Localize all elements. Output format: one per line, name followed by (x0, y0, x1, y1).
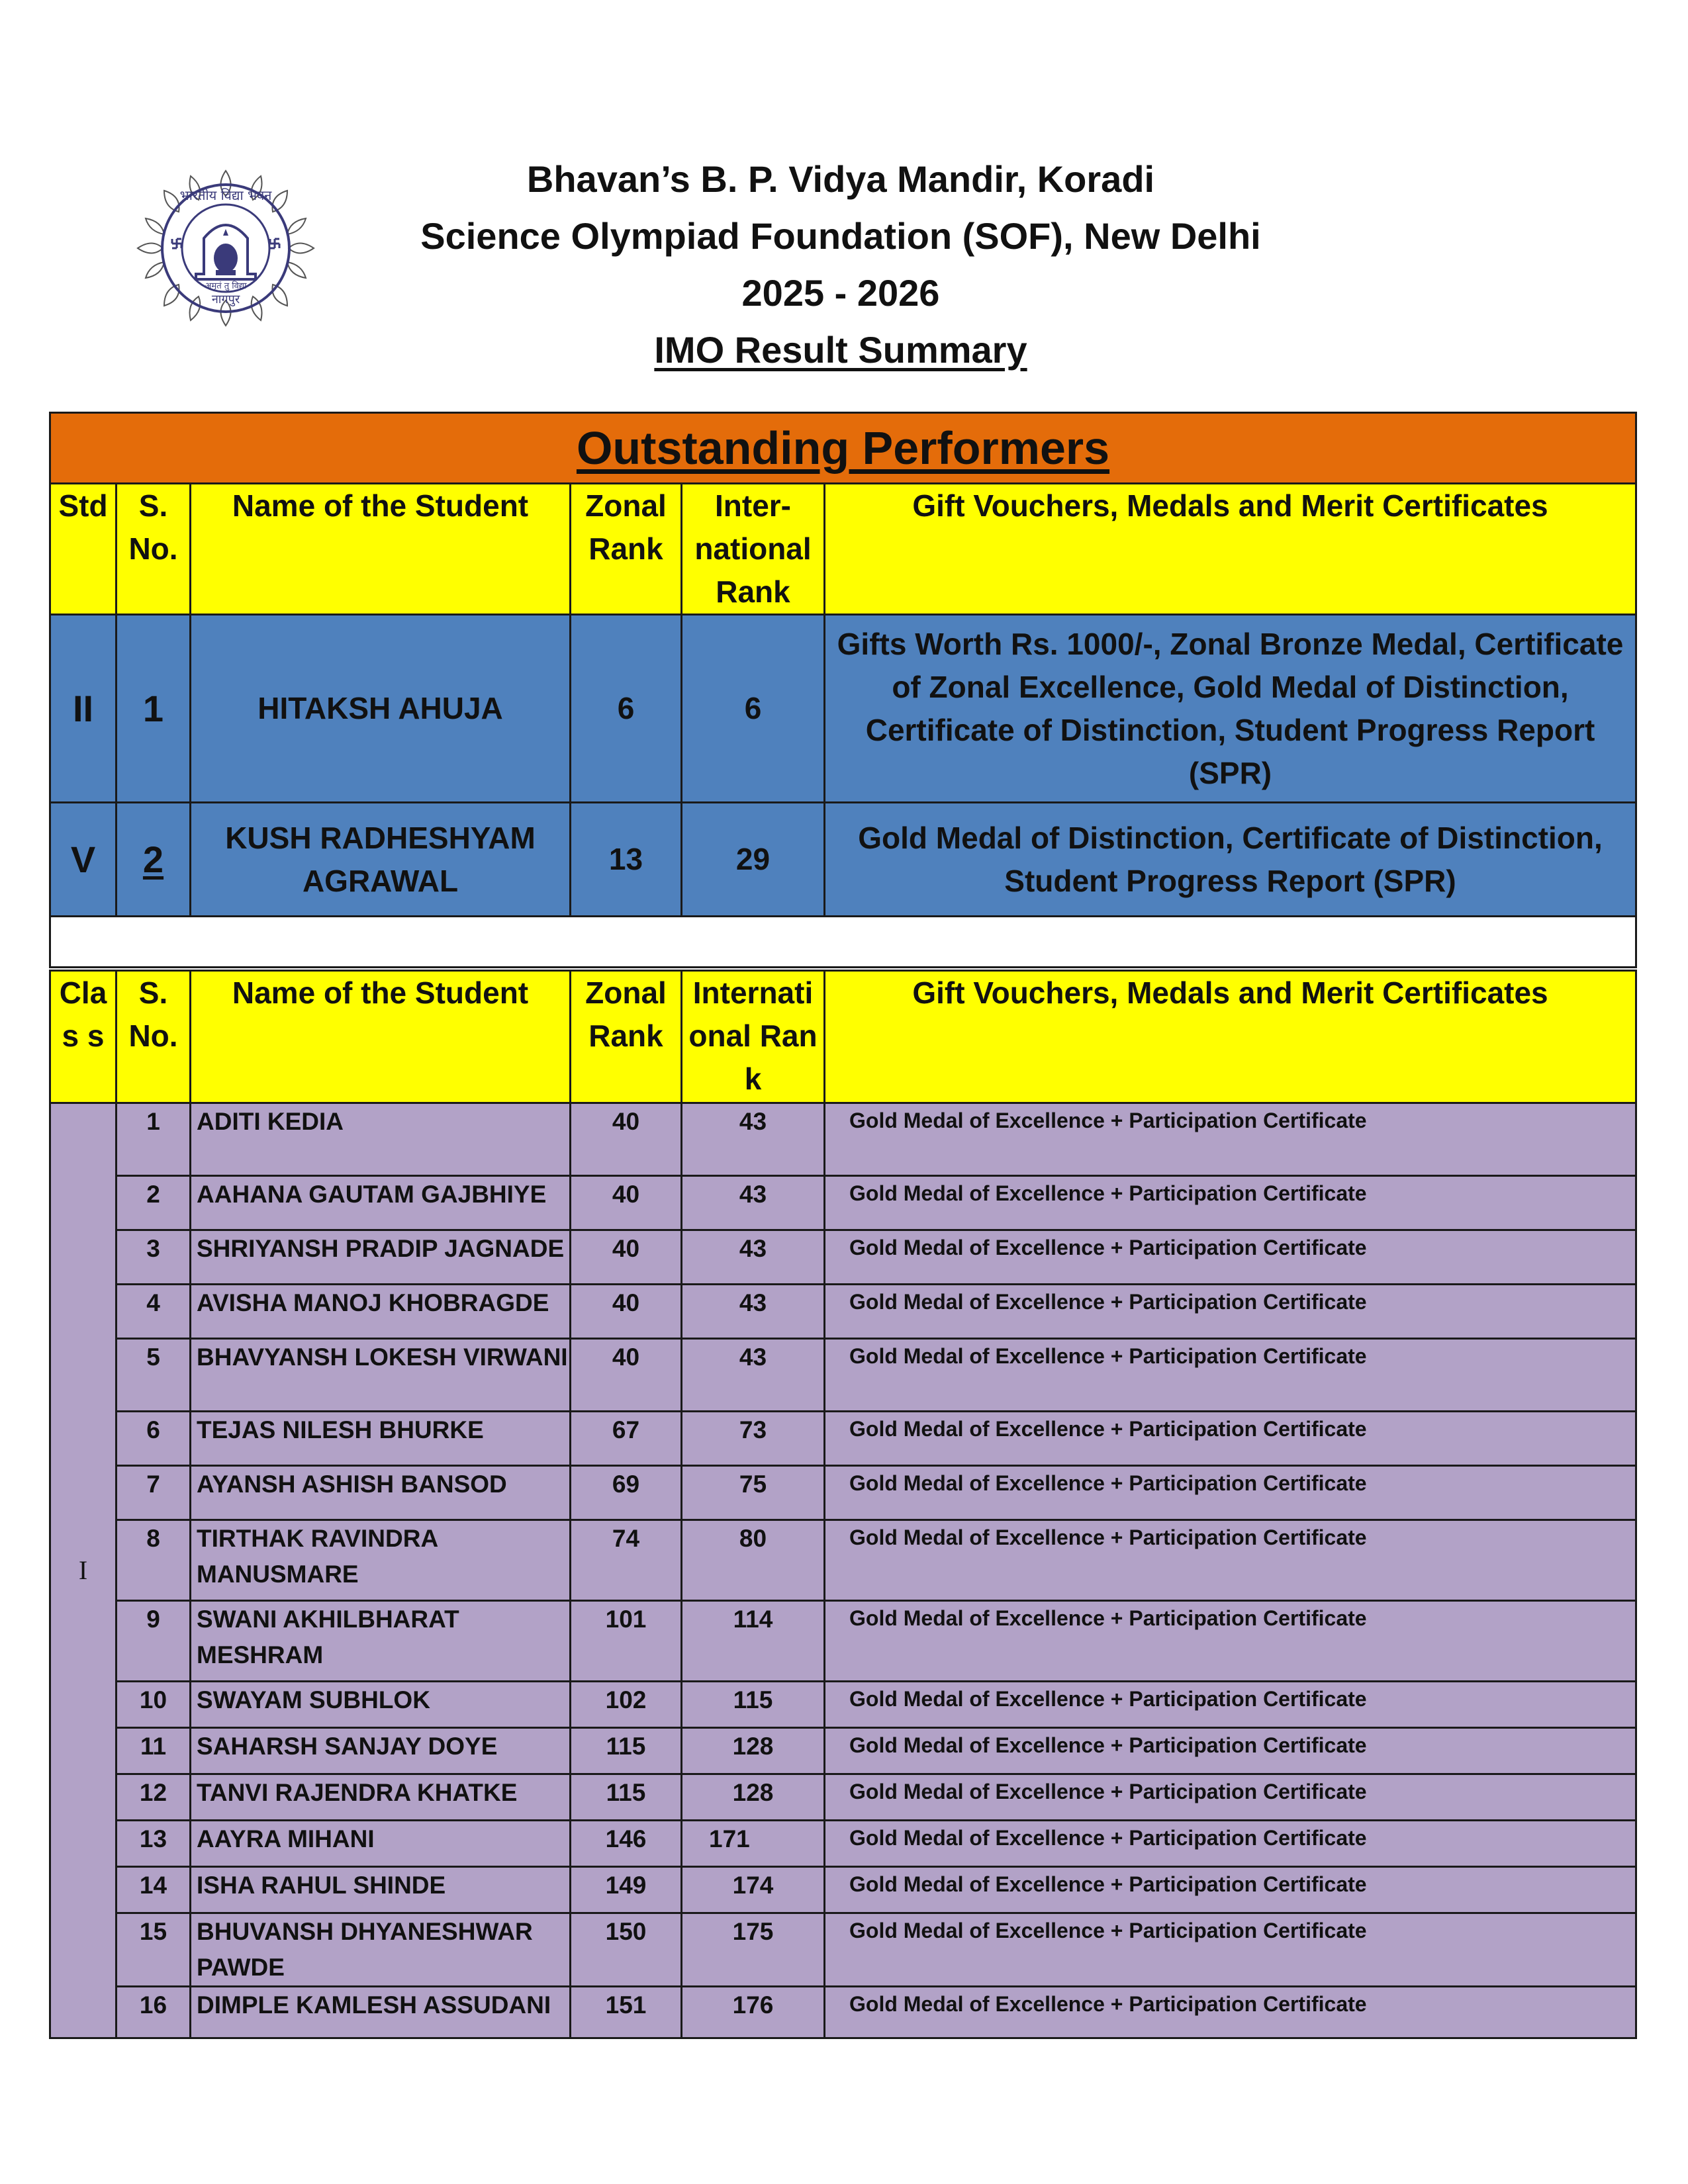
col-header-sno: S. No. (117, 971, 191, 1103)
row-intl-rank: 43 (682, 1103, 825, 1176)
row-student-name: TEJAS NILESH BHURKE (191, 1412, 571, 1466)
row-intl-rank: 75 (682, 1466, 825, 1520)
academic-year: 2025 - 2026 (741, 272, 940, 314)
row-student-name: AAHANA GAUTAM GAJBHIYE (191, 1176, 571, 1230)
table-row (50, 1728, 1636, 1774)
performer-sno: 1 (117, 615, 191, 803)
row-zonal-rank: 40 (571, 1230, 682, 1285)
row-zonal-rank: 115 (571, 1774, 682, 1821)
row-intl-rank: 80 (682, 1520, 825, 1601)
table-row (50, 1103, 1636, 1176)
row-sno: 15 (117, 1913, 191, 1987)
col-header-intl: Internati onal Rank (682, 971, 825, 1103)
row-award: Gold Medal of Excellence + Participation Certificate (825, 1728, 1636, 1774)
row-intl-rank: 43 (682, 1339, 825, 1412)
performer-intl-rank: 6 (682, 615, 825, 803)
row-sno: 5 (117, 1339, 191, 1412)
row-student-name: BHAVYANSH LOKESH VIRWANI (191, 1339, 571, 1412)
spacer-row (50, 917, 1636, 968)
svg-text:नागपुर: नागपुर (211, 293, 240, 306)
row-intl-rank: 43 (682, 1230, 825, 1285)
class-results-table (49, 970, 1637, 2039)
school-name: Bhavan’s B. P. Vidya Mandir, Koradi (526, 158, 1155, 200)
table-row (50, 1601, 1636, 1682)
row-zonal-rank: 40 (571, 1285, 682, 1339)
table-row (50, 1176, 1636, 1230)
row-student-name: ISHA RAHUL SHINDE (191, 1867, 571, 1913)
row-award: Gold Medal of Excellence + Participation Certificate (825, 1466, 1636, 1520)
class-rows (50, 1103, 1636, 2038)
row-student-name: TIRTHAK RAVINDRA MANUSMARE (191, 1520, 571, 1601)
row-sno: 16 (117, 1987, 191, 2038)
row-intl-rank: 174 (682, 1867, 825, 1913)
row-sno: 9 (117, 1601, 191, 1682)
row-award: Gold Medal of Excellence + Participation Certificate (825, 1774, 1636, 1821)
row-sno: 4 (117, 1285, 191, 1339)
table-row (50, 1230, 1636, 1285)
performer-name: KUSH RADHESHYAM AGRAWAL (191, 803, 571, 917)
outstanding-banner (50, 413, 1636, 484)
row-award: Gold Medal of Excellence + Participation Certificate (825, 1412, 1636, 1466)
row-intl-rank: 73 (682, 1412, 825, 1466)
row-award: Gold Medal of Excellence + Participation Certificate (825, 1520, 1636, 1601)
table-row (50, 1682, 1636, 1728)
col-header-name: Name of the Student (191, 971, 571, 1103)
row-zonal-rank: 74 (571, 1520, 682, 1601)
row-student-name: AYANSH ASHISH BANSOD (191, 1466, 571, 1520)
table-row (50, 1412, 1636, 1466)
row-student-name: SAHARSH SANJAY DOYE (191, 1728, 571, 1774)
row-sno: 10 (117, 1682, 191, 1728)
row-intl-rank: 128 (682, 1774, 825, 1821)
performer-row (50, 803, 1636, 917)
row-intl-rank: 43 (682, 1285, 825, 1339)
row-zonal-rank: 102 (571, 1682, 682, 1728)
col-header-zonal: Zonal Rank (571, 484, 682, 615)
row-sno: 13 (117, 1821, 191, 1867)
outstanding-title: Outstanding Performers (576, 422, 1110, 474)
row-student-name: SHRIYANSH PRADIP JAGNADE (191, 1230, 571, 1285)
row-award: Gold Medal of Excellence + Participation Certificate (825, 1339, 1636, 1412)
row-student-name: SWANI AKHILBHARAT MESHRAM (191, 1601, 571, 1682)
performer-intl-rank: 29 (682, 803, 825, 917)
row-award: Gold Medal of Excellence + Participation Certificate (825, 1821, 1636, 1867)
table-row (50, 1867, 1636, 1913)
row-sno: 6 (117, 1412, 191, 1466)
row-zonal-rank: 149 (571, 1867, 682, 1913)
table-row (50, 1520, 1636, 1601)
col-header-class: Clas s (50, 971, 117, 1103)
row-intl-rank: 128 (682, 1728, 825, 1774)
row-zonal-rank: 151 (571, 1987, 682, 2038)
row-student-name: ADITI KEDIA (191, 1103, 571, 1176)
row-award: Gold Medal of Excellence + Participation Certificate (825, 1176, 1636, 1230)
row-student-name: TANVI RAJENDRA KHATKE (191, 1774, 571, 1821)
svg-text:अमृतं तु विद्या: अमृतं तु विद्या (205, 281, 247, 291)
row-sno: 8 (117, 1520, 191, 1601)
col-header-awards: Gift Vouchers, Medals and Merit Certificates (825, 971, 1636, 1103)
col-header-std: Std (50, 484, 117, 615)
row-zonal-rank: 146 (571, 1821, 682, 1867)
row-award: Gold Medal of Excellence + Participation Certificate (825, 1103, 1636, 1176)
performer-name: HITAKSH AHUJA (191, 615, 571, 803)
row-student-name: DIMPLE KAMLESH ASSUDANI (191, 1987, 571, 2038)
table-row (50, 1339, 1636, 1412)
row-intl-rank: 114 (682, 1601, 825, 1682)
performer-std: V (50, 803, 117, 917)
row-award: Gold Medal of Excellence + Participation Certificate (825, 1682, 1636, 1728)
row-award: Gold Medal of Excellence + Participation Certificate (825, 1867, 1636, 1913)
row-award: Gold Medal of Excellence + Participation Certificate (825, 1285, 1636, 1339)
row-zonal-rank: 40 (571, 1339, 682, 1412)
performer-sno-cell (117, 803, 191, 917)
col-header-awards: Gift Vouchers, Medals and Merit Certificates (825, 484, 1636, 615)
table-row (50, 1466, 1636, 1520)
row-sno: 12 (117, 1774, 191, 1821)
class-header-row (50, 971, 1636, 1103)
document-title: IMO Result Summary (654, 329, 1027, 371)
row-sno: 1 (117, 1103, 191, 1176)
school-emblem-icon (130, 165, 322, 331)
row-zonal-rank: 101 (571, 1601, 682, 1682)
document-header (371, 151, 1311, 379)
performer-row (50, 615, 1636, 803)
table-row (50, 1913, 1636, 1987)
row-zonal-rank: 69 (571, 1466, 682, 1520)
performer-awards: Gifts Worth Rs. 1000/-, Zonal Bronze Medal, Certificate of Zonal Excellence, Gold Medal of Distinction, Certificate of Distinction, Student Progress Report (SPR) (825, 615, 1636, 803)
row-student-name: BHUVANSH DHYANESHWAR PAWDE (191, 1913, 571, 1987)
row-intl-rank: 115 (682, 1682, 825, 1728)
svg-text:भारतीय विद्या भवन: भारतीय विद्या भवन (179, 187, 272, 203)
row-intl-rank: 176 (682, 1987, 825, 2038)
row-award: Gold Medal of Excellence + Participation Certificate (825, 1230, 1636, 1285)
row-award: Gold Medal of Excellence + Participation Certificate (825, 1987, 1636, 2038)
row-zonal-rank: 40 (571, 1103, 682, 1176)
outstanding-header-row (50, 484, 1636, 615)
row-zonal-rank: 40 (571, 1176, 682, 1230)
performer-zonal-rank: 6 (571, 615, 682, 803)
row-zonal-rank: 67 (571, 1412, 682, 1466)
row-award: Gold Medal of Excellence + Participation Certificate (825, 1913, 1636, 1987)
row-sno: 3 (117, 1230, 191, 1285)
row-student-name: AAYRA MIHANI (191, 1821, 571, 1867)
row-sno: 2 (117, 1176, 191, 1230)
foundation-name: Science Olympiad Foundation (SOF), New Delhi (420, 215, 1261, 257)
row-intl-rank: 175 (682, 1913, 825, 1987)
row-student-name: AVISHA MANOJ KHOBRAGDE (191, 1285, 571, 1339)
row-intl-rank: 43 (682, 1176, 825, 1230)
table-row (50, 1821, 1636, 1867)
outstanding-performers-table (49, 412, 1637, 968)
row-award: Gold Medal of Excellence + Participation Certificate (825, 1601, 1636, 1682)
performer-std: II (50, 615, 117, 803)
row-sno: 14 (117, 1867, 191, 1913)
row-student-name: SWAYAM SUBHLOK (191, 1682, 571, 1728)
class-label: I (50, 1103, 117, 2038)
table-row (50, 1285, 1636, 1339)
performer-sno: 2 (142, 839, 164, 880)
row-sno: 7 (117, 1466, 191, 1520)
row-zonal-rank: 150 (571, 1913, 682, 1987)
row-intl-rank: 171 (682, 1821, 825, 1867)
performer-awards: Gold Medal of Distinction, Certificate of Distinction, Student Progress Report (SPR) (825, 803, 1636, 917)
col-header-sno: S. No. (117, 484, 191, 615)
col-header-intl: Inter-national Rank (682, 484, 825, 615)
col-header-zonal: Zonal Rank (571, 971, 682, 1103)
row-sno: 11 (117, 1728, 191, 1774)
table-row (50, 1987, 1636, 2038)
table-row (50, 1774, 1636, 1821)
school-logo (130, 165, 322, 331)
col-header-name: Name of the Student (191, 484, 571, 615)
row-zonal-rank: 115 (571, 1728, 682, 1774)
performer-zonal-rank: 13 (571, 803, 682, 917)
